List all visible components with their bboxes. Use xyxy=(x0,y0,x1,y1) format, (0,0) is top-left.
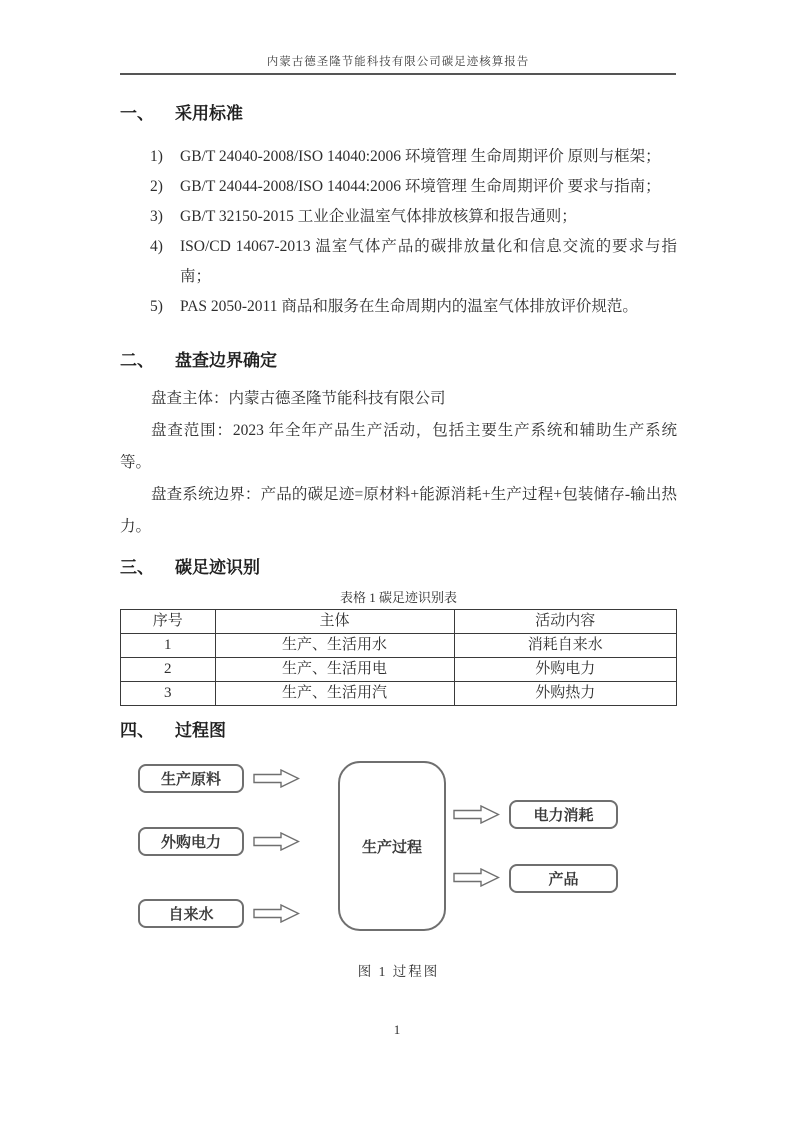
table-cell: 消耗自来水 xyxy=(454,634,676,658)
section-3-number: 三、 xyxy=(120,558,154,577)
paragraph: 盘查系统边界：产品的碳足迹=原材料+能源消耗+生产过程+包装储存-输出热力。 xyxy=(120,486,677,535)
list-item-marker: 5) xyxy=(150,298,163,315)
table-cell: 2 xyxy=(121,658,216,682)
table-row xyxy=(121,658,677,682)
arrow-right-icon xyxy=(453,868,500,887)
diagram-output-box: 产品 xyxy=(509,864,618,893)
boundary-paragraphs xyxy=(120,383,677,543)
table-cell: 1 xyxy=(121,634,216,658)
section-2-heading xyxy=(120,348,677,374)
table-caption: 表格 1 碳足迹识别表 xyxy=(339,590,457,605)
table-cell: 外购电力 xyxy=(454,658,676,682)
standards-list xyxy=(120,142,677,322)
list-item-text: GB/T 32150-2015 工业企业温室气体排放核算和报告通则； xyxy=(180,208,577,225)
list-item-marker: 3) xyxy=(150,208,163,225)
page-number: 1 xyxy=(393,1022,401,1037)
table-cell: 外购热力 xyxy=(454,682,676,706)
figure-caption: 图 1 过程图 xyxy=(357,964,440,979)
table-cell: 生产、生活用汽 xyxy=(215,682,454,706)
section-1-heading xyxy=(120,101,677,127)
footprint-identification-table xyxy=(120,609,677,706)
list-item-marker: 2) xyxy=(150,178,163,195)
table-row xyxy=(121,634,677,658)
section-4-number: 四、 xyxy=(120,721,154,740)
table-row xyxy=(121,682,677,706)
page-content xyxy=(120,101,677,980)
section-4-title: 过程图 xyxy=(175,721,226,740)
table-header-cell: 序号 xyxy=(121,610,216,634)
paragraph: 盘查主体：内蒙古德圣隆节能科技有限公司 xyxy=(151,390,446,407)
list-item xyxy=(120,232,677,292)
arrow-right-icon xyxy=(453,805,500,824)
diagram-input-box: 外购电力 xyxy=(138,827,244,856)
list-item-text: GB/T 24044-2008/ISO 14044:2006 环境管理 生命周期评价 要求与指南； xyxy=(180,178,661,195)
list-item xyxy=(120,172,677,202)
list-item-text: ISO/CD 14067-2013 温室气体产品的碳排放量化和信息交流的要求与指南； xyxy=(180,238,677,285)
section-1-number: 一、 xyxy=(120,104,154,123)
list-item-marker: 4) xyxy=(150,238,163,255)
table-header-cell: 主体 xyxy=(215,610,454,634)
page-header-title: 内蒙古德圣隆节能科技有限公司碳足迹核算报告 xyxy=(266,56,530,68)
section-3-heading xyxy=(120,555,677,581)
table-cell: 生产、生活用水 xyxy=(215,634,454,658)
list-item xyxy=(120,292,677,322)
list-item xyxy=(120,202,677,232)
page-header xyxy=(120,0,676,75)
diagram-input-box: 自来水 xyxy=(138,899,244,928)
diagram-process-box: 生产过程 xyxy=(338,761,446,931)
table-cell: 生产、生活用电 xyxy=(215,658,454,682)
paragraph: 盘查范围：2023 年全年产品生产活动，包括主要生产系统和辅助生产系统等。 xyxy=(120,422,677,471)
process-flow-diagram xyxy=(120,751,677,951)
diagram-output-box: 电力消耗 xyxy=(509,800,618,829)
table-header-row xyxy=(121,610,677,634)
list-item-marker: 1) xyxy=(150,148,163,165)
arrow-right-icon xyxy=(253,832,300,851)
arrow-right-icon xyxy=(253,904,300,923)
section-4-heading xyxy=(120,718,677,744)
section-2-title: 盘查边界确定 xyxy=(175,351,277,370)
list-item-text: GB/T 24040-2008/ISO 14040:2006 环境管理 生命周期评价 原则与框架； xyxy=(180,148,661,165)
list-item-text: PAS 2050-2011 商品和服务在生命周期内的温室气体排放评价规范。 xyxy=(180,298,638,315)
section-2-number: 二、 xyxy=(120,351,154,370)
arrow-right-icon xyxy=(253,769,300,788)
diagram-input-box: 生产原料 xyxy=(138,764,244,793)
list-item xyxy=(120,142,677,172)
table-cell: 3 xyxy=(121,682,216,706)
table-header-cell: 活动内容 xyxy=(454,610,676,634)
section-3-title: 碳足迹识别 xyxy=(175,558,260,577)
section-1-title: 采用标准 xyxy=(175,104,243,123)
